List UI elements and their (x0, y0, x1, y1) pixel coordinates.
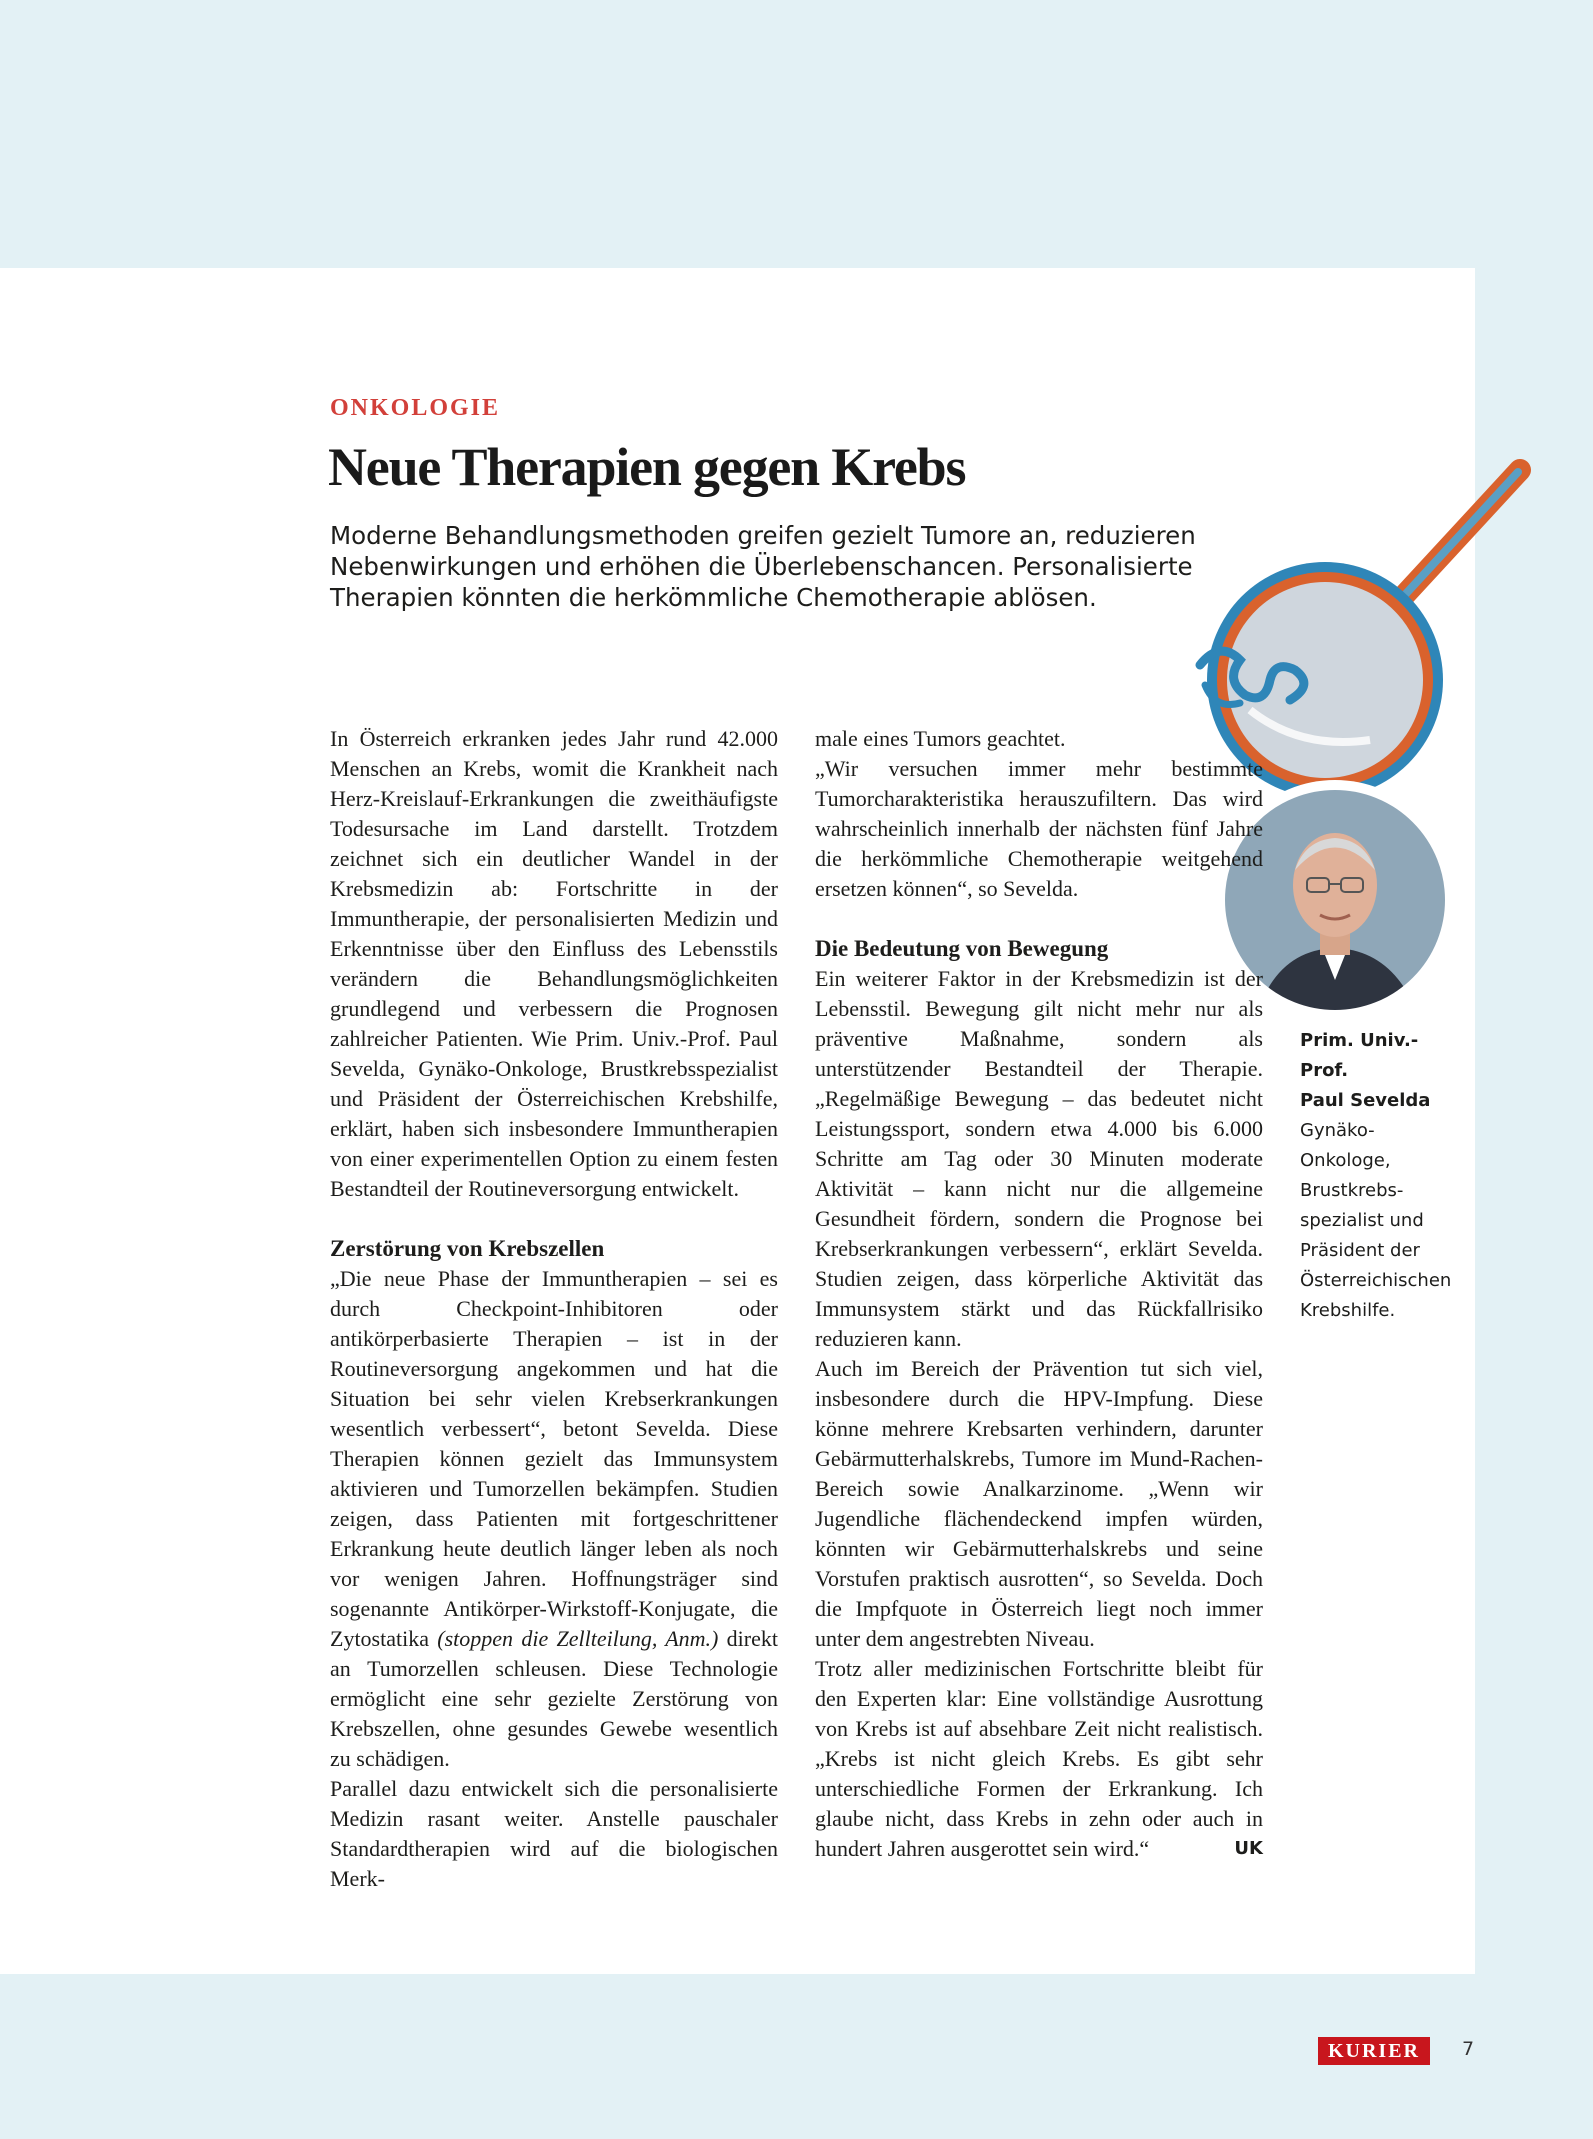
body-paragraph: male eines Tumors geachtet. (815, 726, 1066, 751)
caption-name: Paul Sevelda (1300, 1090, 1431, 1111)
body-paragraph: Auch im Bereich der Prävention tut sich viel, insbesondere durch die HPV-Impfung. Diese könne mehrere Krebsarten verhindern, darunter Gebärmutterhalskrebs, Tumore im Mund-Rachen-Bereich sowie Analkarzinome. „Wenn wir Jugendliche flächendeckend impfen würden, könnten wir Gebärmutterhalskrebs und seine Vorstufen praktisch ausrotten“, so Sevelda. Doch die Impfquote in Österreich liegt noch immer unter dem angestrebten Niveau. (815, 1356, 1263, 1651)
page-number: 7 (1462, 2038, 1475, 2060)
section-kicker: ONKOLOGIE (330, 395, 501, 421)
body-paragraph: Ein weiterer Faktor in der Krebsmedizin ist der Lebensstil. Bewegung gilt nicht mehr nur als präventive Maßnahme, sondern als unterstützender Bestandteil der Therapie. „Regelmäßige Bewegung – das bedeutet nicht Leistungssport, sondern etwa 4.000 bis 6.000 Schritte am Tag oder 30 Minuten moderate Aktivität – kann nicht nur die allgemeine Gesundheit fördern, sondern die Prognose bei Krebserkrankungen verbessern“, erklärt Sevelda. Studien zeigen, dass körperliche Aktivität das Immunsystem stärkt und das Rückfallrisiko reduzieren kann. (815, 966, 1263, 1351)
caption-text: Gynäko-Onkologe, Brustkrebs-spezialist und Präsident der Österreichischen Krebshilfe. (1300, 1120, 1452, 1321)
portrait-caption (1300, 1026, 1460, 1326)
author-signature: UK (1234, 1838, 1263, 1859)
body-paragraph: Trotz aller medizinischen Fortschritte bleibt für den Experten klar: Eine vollständige Ausrottung von Krebs ist auf absehbare Zeit nicht realistisch. „Krebs ist nicht gleich Krebs. Es gibt sehr unterschiedliche Formen der Erkrankung. Ich glaube nicht, dass Krebs in zehn oder auch in hundert Jahren ausgerottet sein wird.“ UK (815, 1654, 1263, 1864)
article-column-1 (330, 724, 778, 1894)
body-paragraph: „Wir versuchen immer mehr bestimmte Tumorcharakteristika herauszufiltern. Das wird wahrscheinlich innerhalb der nächsten fünf Jahre die herkömmliche Chemotherapie weitgehend ersetzen können“, so Sevelda. (815, 756, 1263, 901)
headline: Neue Therapien gegen Krebs (328, 437, 966, 497)
subheading-zerstoerung: Zerstörung von Krebszellen (330, 1236, 605, 1261)
caption-title: Prim. Univ.-Prof. (1300, 1030, 1419, 1081)
body-paragraph: Parallel dazu entwickelt sich die personalisierte Medizin rasant weiter. Anstelle pauschaler Standardtherapien wird auf die biologischen Merk- (330, 1776, 778, 1891)
article-column-2 (815, 724, 1263, 1864)
body-paragraph: In Österreich erkranken jedes Jahr rund 42.000 Menschen an Krebs, womit die Krankheit nach Herz-Kreislauf-Erkrankungen die zweithäufigste Todesursache im Land darstellt. Trotzdem zeichnet sich ein deutlicher Wandel in der Krebsmedizin ab: Fortschritte in der Immuntherapie, der personalisierten Medizin und Erkenntnisse über den Einfluss des Lebensstils verändern die Behandlungsmöglichkeiten grundlegend und verbessern die Prognosen zahlreicher Patienten. Wie Prim. Univ.-Prof. Paul Sevelda, Gynäko-Onkologe, Brustkrebsspezialist und Präsident der Österreichischen Krebshilfe, erklärt, haben sich insbesondere Immuntherapien von einer experimentellen Option zu einem festen Bestandteil der Routineversorgung entwickelt. (330, 726, 778, 1201)
kurier-logo: KURIER (1318, 2037, 1430, 2065)
lead-paragraph: Moderne Behandlungsmethoden greifen gezielt Tumore an, reduzieren Nebenwirkungen und erhöhen die Überlebenschancen. Personalisierte Therapien könnten die herkömmliche Chemotherapie ablösen. (330, 521, 1196, 612)
body-paragraph: „Die neue Phase der Immuntherapien – sei es durch Checkpoint-Inhibitoren oder antikörperbasierte Therapien – ist in der Routineversorgung angekommen und hat die Situation bei sehr vielen Krebserkrankungen wesentlich verbessert“, betont Sevelda. Diese Therapien können gezielt das Immunsystem aktivieren und Tumorzellen bekämpfen. Studien zeigen, dass Patienten mit fortgeschrittener Erkrankung heute deutlich länger leben als noch vor wenigen Jahren. Hoffnungsträger sind sogenannte Antikörper-Wirkstoff-Konjugate, die Zytostatika (stoppen die Zellteilung, Anm.) direkt an Tumorzellen schleusen. Diese Technologie ermöglicht eine sehr gezielte Zerstörung von Krebszellen, ohne gesundes Gewebe wesentlich zu schädigen. (330, 1266, 778, 1771)
subheading-bewegung: Die Bedeutung von Bewegung (815, 936, 1109, 961)
